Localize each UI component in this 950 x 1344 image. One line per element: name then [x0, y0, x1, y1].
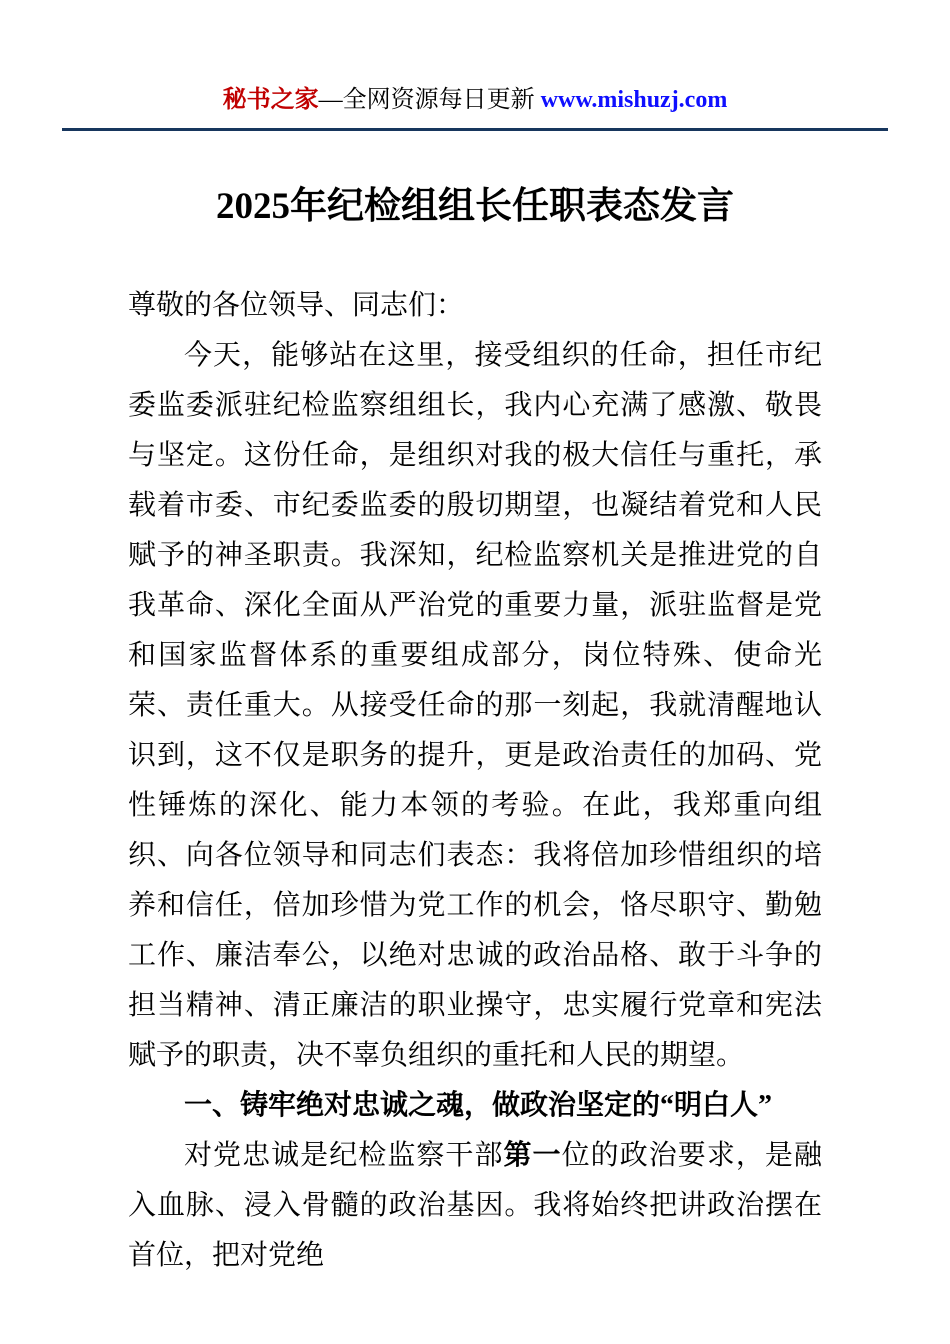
section-heading-1: 一、铸牢绝对忠诚之魂，做政治坚定的“明白人”: [184, 1090, 773, 1121]
header-divider: [62, 128, 888, 131]
site-header: [0, 84, 950, 116]
paragraph-2-suffix: 位的政治要求，是融入血脉、浸入骨髓的政治基因。我将始终把讲政治摆在首位，把对党绝: [128, 1140, 822, 1271]
paragraph-2-bold-term: 第一: [503, 1140, 562, 1171]
paragraph-1: 今天，能够站在这里，接受组织的任命，担任市纪委监委派驻纪检监察组组长，我内心充满了感激、敬畏与坚定。这份任命，是组织对我的极大信任与重托，承载着市委、市纪委监委的殷切期望，也凝结着党和人民赋予的神圣职责。我深知，纪检监察机关是推进党的自我革命、深化全面从严治党的重要力量，派驻监督是党和国家监督体系的重要组成部分，岗位特殊、使命光荣、责任重大。从接受任命的那一刻起，我就清醒地认识到，这不仅是职务的提升，更是政治责任的加码、党性锤炼的深化、能力本领的考验。在此，我郑重向组织、向各位领导和同志们表态：我将倍加珍惜组织的培养和信任，倍加珍惜为党工作的机会，恪尽职守、勤勉工作、廉洁奉公，以绝对忠诚的政治品格、敢于斗争的担当精神、清正廉洁的职业操守，忠实履行党章和宪法赋予的职责，决不辜负组织的重托和人民的期望。: [128, 340, 822, 1071]
site-brand: 秘书之家: [222, 87, 319, 113]
paragraph-2: [128, 1131, 822, 1281]
document-body: [0, 281, 950, 1281]
document-title: 2025年纪检组组长任职表态发言: [216, 186, 734, 227]
site-url-link[interactable]: www.mishuzj.com: [540, 87, 728, 113]
paragraph-2-prefix: 对党忠诚是纪检监察干部: [184, 1140, 504, 1171]
salutation: 尊敬的各位领导、同志们：: [128, 290, 465, 321]
site-tagline: —全网资源每日更新: [318, 87, 541, 113]
